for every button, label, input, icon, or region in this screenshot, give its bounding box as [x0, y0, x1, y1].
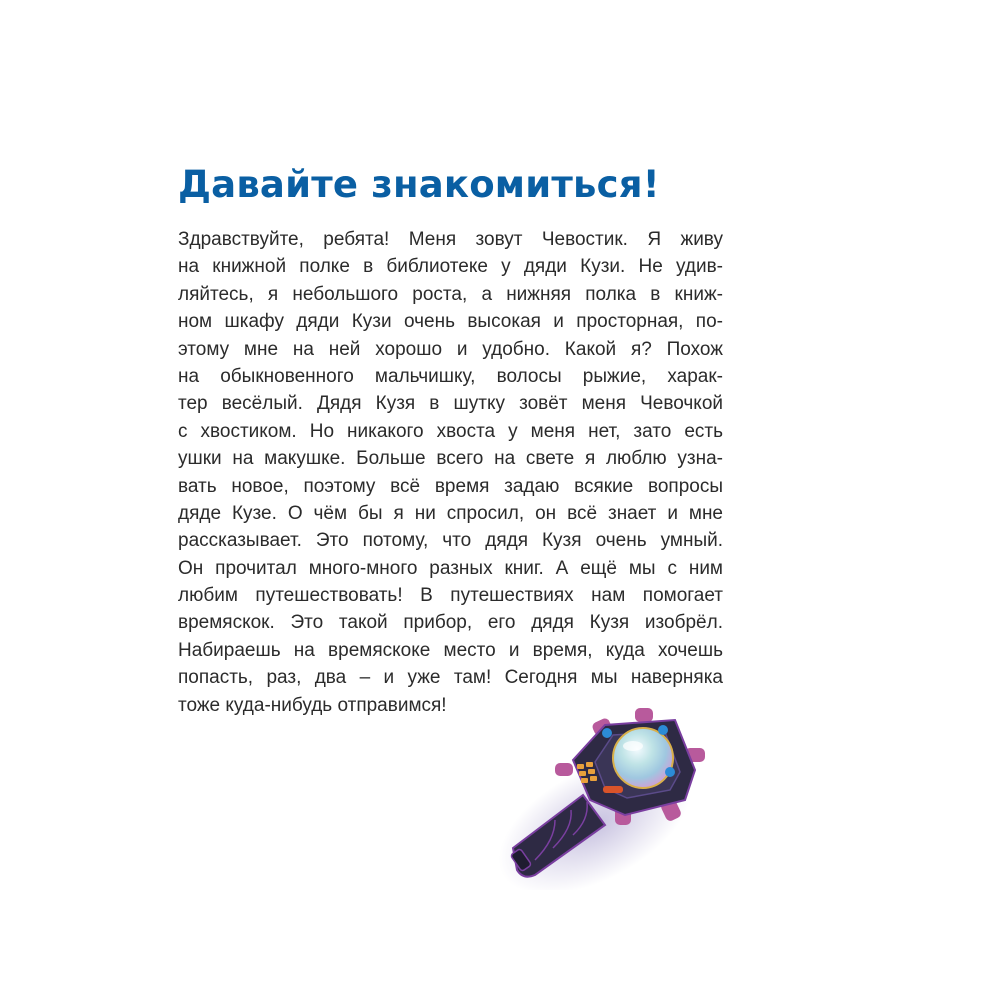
paragraph-line: этому мне на ней хорошо и удобно. Какой я? Похож — [178, 338, 723, 360]
paragraph-line: ном шкафу дяди Кузи очень высокая и просторная, по- — [178, 311, 723, 333]
paragraph-line: Он прочитал много-много разных книг. А ещё мы с ним — [178, 557, 723, 579]
paragraph-line: попасть, раз, два – и уже там! Сегодня мы наверняка — [178, 667, 723, 689]
intro-paragraph — [178, 226, 723, 719]
paragraph-line: ушки на макушке. Больше всего на свете я люблю узна- — [178, 448, 723, 470]
time-device-icon — [495, 700, 735, 890]
paragraph-line: на книжной полке в библиотеке у дяди Кузи. Не удив- — [178, 256, 723, 278]
paragraph-line: Здравствуйте, ребята! Меня зовут Чевостик. Я живу — [178, 229, 723, 250]
paragraph-line: на обыкновенного мальчишку, волосы рыжие, харак- — [178, 365, 723, 387]
paragraph-line: рассказывает. Это потому, что дядя Кузя очень умный. — [178, 530, 723, 552]
paragraph-line: ляйтесь, я небольшого роста, а нижняя полка в книж- — [178, 283, 723, 305]
paragraph-line: дяде Кузе. О чём бы я ни спросил, он всё знает и мне — [178, 502, 723, 524]
paragraph-line: тоже куда-нибудь отправимся! — [178, 694, 447, 716]
paragraph-line: тер весёлый. Дядя Кузя в шутку зовёт меня Чевочкой — [178, 393, 723, 415]
page-title: Давайте знакомиться! — [178, 163, 660, 206]
paragraph-line: с хвостиком. Но никакого хвоста у меня нет, зато есть — [178, 420, 723, 442]
paragraph-line: Набираешь на времяскоке место и время, куда хочешь — [178, 639, 723, 661]
paragraph-line: любим путешествовать! В путешествиях нам помогает — [178, 585, 723, 607]
paragraph-line: времяскок. Это такой прибор, его дядя Кузя изобрёл. — [178, 612, 723, 634]
paragraph-line: вать новое, поэтому всё время задаю всякие вопросы — [178, 475, 723, 497]
time-device-illustration — [495, 700, 735, 890]
